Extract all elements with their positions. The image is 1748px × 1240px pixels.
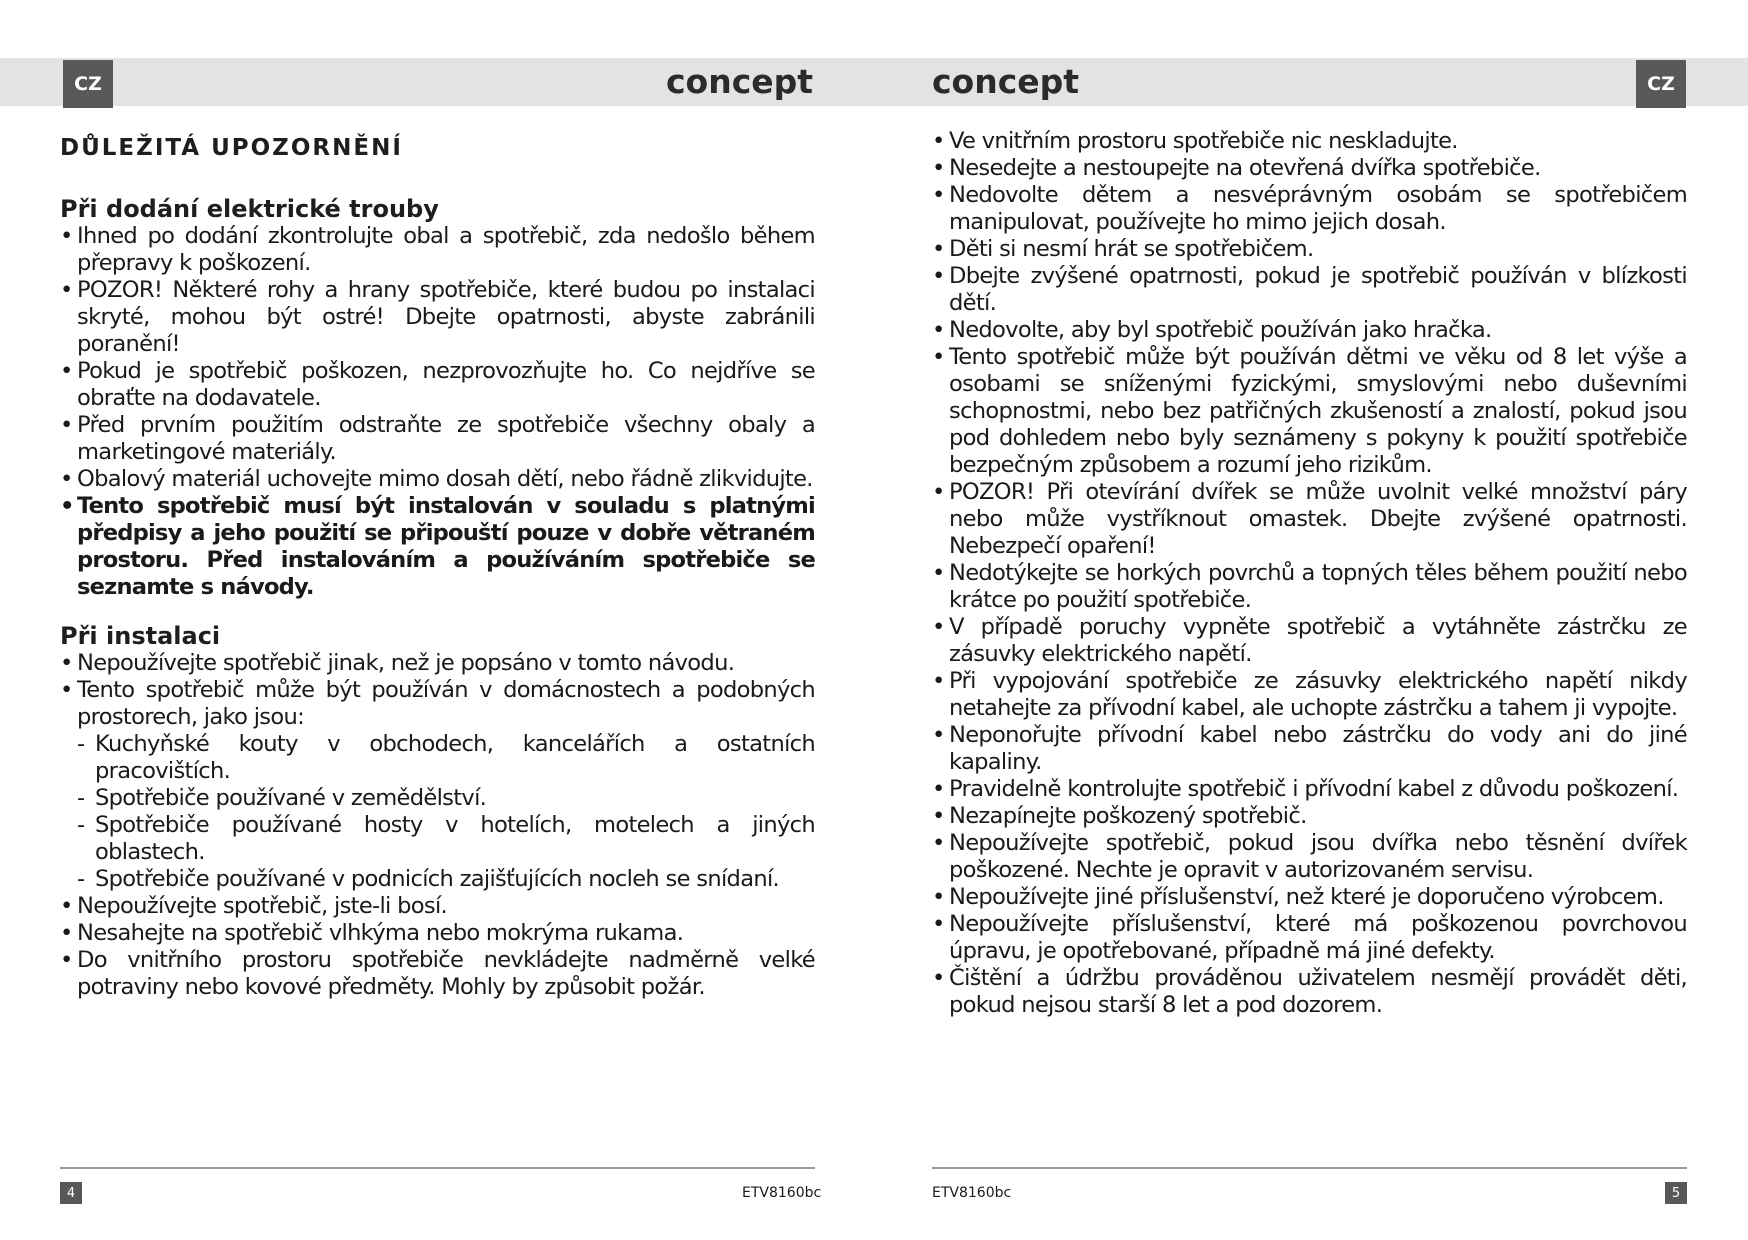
page-title: DŮLEŽITÁ UPOZORNĚNÍ [60,135,403,161]
list-item: • Nesahejte na spotřebič vlhkýma nebo mokrýma rukama. [60,920,815,947]
language-badge-right: CZ [1636,60,1686,108]
footer-divider-right [932,1167,1687,1169]
footer-divider-left [60,1167,815,1169]
model-code-left: ETV8160bc [742,1185,822,1201]
section-heading-delivery: Při dodání elektrické trouby [60,195,439,223]
language-badge-left: CZ [63,60,113,108]
list-item: • Nedotýkejte se horkých povrchů a topných těles během použití nebo krátce po použití spotřebiče. [932,560,1687,614]
installation-sublist [60,731,815,893]
sub-list-item: - Spotřebiče používané v podnicích zajišťujících nocleh se snídaní. [60,866,815,893]
list-item: • Dbejte zvýšené opatrnosti, pokud je spotřebič používán v blízkosti dětí. [932,263,1687,317]
delivery-list [60,223,815,601]
list-item: • Nedovolte, aby byl spotřebič používán jako hračka. [932,317,1687,344]
list-item: • Pravidelně kontrolujte spotřebič i přívodní kabel z důvodu poškození. [932,776,1687,803]
list-item: • Ve vnitřním prostoru spotřebiče nic neskladujte. [932,128,1687,155]
section-heading-installation: Při instalaci [60,622,221,650]
list-item: • Tento spotřebič může být používán dětmi ve věku od 8 let výše a osobami se sníženými fyzickými, smyslovými nebo duševními schopnostmi, nebo bez patřičných zkušeností a znalostí, pokud jsou pod dohledem nebo byly seznámeny s pokyny k použití spotřebiče bezpečným způsobem a rozumí jeho rizikům. [932,344,1687,479]
list-item: • Při vypojování spotřebiče ze zásuvky elektrického napětí nikdy netahejte za přívodní kabel, ale uchopte zástrčku a tahem ji vypojte. [932,668,1687,722]
list-item: • Nepoužívejte spotřebič jinak, než je popsáno v tomto návodu. [60,650,815,677]
page-number-right: 5 [1665,1182,1687,1204]
left-page-content [60,128,815,1001]
installation-list [60,650,815,731]
sub-list-item: - Spotřebiče používané hosty v hotelích, motelech a jiných oblastech. [60,812,815,866]
list-item: • Nepoužívejte jiné příslušenství, než které je doporučeno výrobcem. [932,884,1687,911]
list-item: • Ihned po dodání zkontrolujte obal a spotřebič, zda nedošlo během přepravy k poškození. [60,223,815,277]
sub-list-item: - Kuchyňské kouty v obchodech, kancelářích a ostatních pracovištích. [60,731,815,785]
list-item: • Nepoužívejte spotřebič, jste-li bosí. [60,893,815,920]
list-item: • Nepoužívejte příslušenství, které má poškozenou povrchovou úpravu, je opotřebované, případně má jiné defekty. [932,911,1687,965]
list-item: • Neponořujte přívodní kabel nebo zástrčku do vody ani do jiné kapaliny. [932,722,1687,776]
brand-logo-left: concept [666,62,814,101]
list-item: • Obalový materiál uchovejte mimo dosah dětí, nebo řádně zlikvidujte. [60,466,815,493]
list-item: • Do vnitřního prostoru spotřebiče nevkládejte nadměrně velké potraviny nebo kovové předměty. Mohly by způsobit požár. [60,947,815,1001]
list-item: • Tento spotřebič může být používán v domácnostech a podobných prostorech, jako jsou: [60,677,815,731]
list-item: • POZOR! Některé rohy a hrany spotřebiče, které budou po instalaci skryté, mohou být ostré! Dbejte opatrnosti, abyste zabránili poranění! [60,277,815,358]
list-item: • Nesedejte a nestoupejte na otevřená dvířka spotřebiče. [932,155,1687,182]
list-item-bold-warning: • Tento spotřebič musí být instalován v souladu s platnými předpisy a jeho použití se připouští pouze v dobře větraném prostoru. Před instalováním a používáním spotřebiče se seznamte s návody. [60,493,815,601]
right-page-content [932,128,1687,1019]
list-item: • POZOR! Při otevírání dvířek se může uvolnit velké množství páry nebo může vystříknout omastek. Dbejte zvýšené opatrnosti. Nebezpečí opaření! [932,479,1687,560]
list-item: • Před prvním použitím odstraňte ze spotřebiče všechny obaly a marketingové materiály. [60,412,815,466]
list-item: • Nepoužívejte spotřebič, pokud jsou dvířka nebo těsnění dvířek poškozené. Nechte je opravit v autorizovaném servisu. [932,830,1687,884]
installation-list-continued [60,893,815,1001]
sub-list-item: - Spotřebiče používané v zemědělství. [60,785,815,812]
model-code-right: ETV8160bc [932,1185,1012,1201]
list-item: • V případě poruchy vypněte spotřebič a vytáhněte zástrčku ze zásuvky elektrického napětí. [932,614,1687,668]
brand-logo-right: concept [932,62,1080,101]
list-item: • Děti si nesmí hrát se spotřebičem. [932,236,1687,263]
safety-list [932,128,1687,1019]
list-item: • Nedovolte dětem a nesvéprávným osobám se spotřebičem manipulovat, používejte ho mimo jejich dosah. [932,182,1687,236]
page-number-left: 4 [60,1182,82,1204]
list-item: • Čištění a údržbu prováděnou uživatelem nesmějí provádět děti, pokud nejsou starší 8 let a pod dozorem. [932,965,1687,1019]
list-item: • Pokud je spotřebič poškozen, nezprovozňujte ho. Co nejdříve se obraťte na dodavatele. [60,358,815,412]
list-item: • Nezapínejte poškozený spotřebič. [932,803,1687,830]
